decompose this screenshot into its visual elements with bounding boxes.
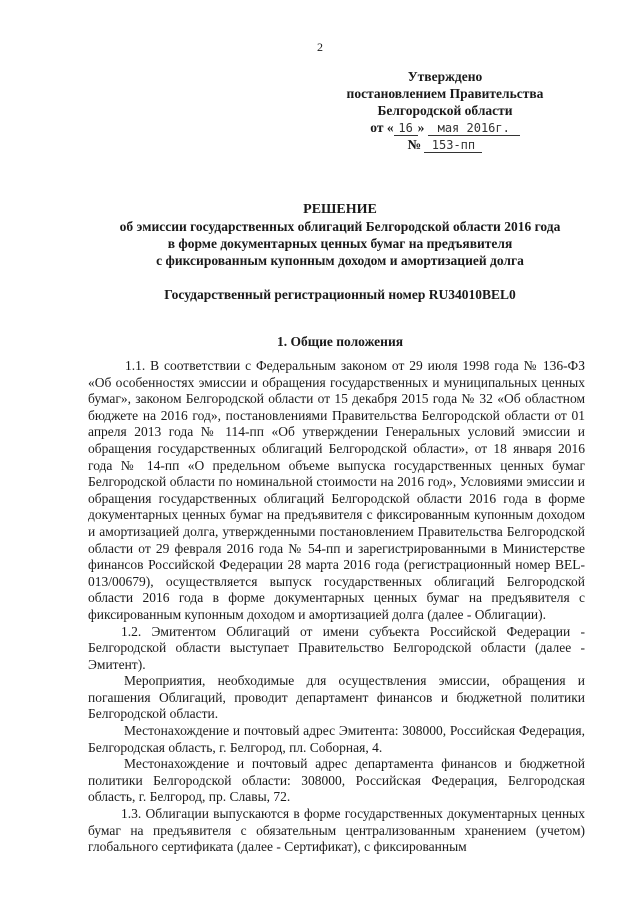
paragraph-activities: Мероприятия, необходимые для осуществления эмиссии, обращения и погашения Облигаций, проводит департамент финансов и бюджетной политики Белгородской области. xyxy=(88,673,585,722)
approval-number-value: 153-пп xyxy=(424,139,482,153)
approval-line-3: Белгородской области xyxy=(377,103,513,118)
subtitle-line-2: в форме документарных ценных бумаг на предъявителя xyxy=(167,236,513,251)
paragraph-department-address: Местонахождение и почтовый адрес департамента финансов и бюджетной политики Белгородской области: 308000, Российская Федерация, Белгородская область, г. Белгород, пр. Славы, 72. xyxy=(88,756,585,805)
body-text xyxy=(88,358,585,856)
subtitle-line-3: с фиксированным купонным доходом и амортизацией долга xyxy=(156,253,524,268)
registration-number: Государственный регистрационный номер RU34010BEL0 xyxy=(164,287,516,302)
approval-number xyxy=(340,136,550,153)
paragraph-1-2: 1.2. Эмитентом Облигаций от имени субъекта Российской Федерации - Белгородской области выступает Правительство Белгородской области (далее - Эмитент). xyxy=(88,623,585,672)
approval-line-1: Утверждено xyxy=(407,69,483,84)
approval-month-year: мая 2016г. xyxy=(428,122,520,136)
approval-stamp xyxy=(340,68,550,153)
approval-date-prefix: от « xyxy=(370,120,394,135)
approval-date-mid: » xyxy=(417,120,425,135)
approval-day: 16 xyxy=(394,122,418,136)
approval-line-2: постановлением Правительства xyxy=(346,86,544,101)
section-title: 1. Общие положения xyxy=(276,334,404,349)
paragraph-1-1: 1.1. В соответствии с Федеральным законом от 29 июля 1998 года № 136-ФЗ «Об особенностях эмиссии и обращения государственных и муниципальных ценных бумаг», законом Белгородской области от 15 декабря 2015 года № 32 «Об областном бюджете на 2016 год», постановлениями Правительства Белгородской области от 01 апреля 2013 года № 114-пп «Об утверждении Генеральных условий эмиссии и обращения государственных облигаций Белгородской области», от 18 января 2016 года № 14-пп «О предельном объеме выпуска государственных ценных бумаг Белгородской области по номинальной стоимости на 2016 год», Условиями эмиссии и обращения государственных облигаций Белгородской области 2016 года в форме документарных ценных бумаг на предъявителя с фиксированным купонным доходом и амортизацией долга, утвержденными постановлением Правительства Белгородской области от 29 февраля 2016 года № 54-пп и зарегистрированными в Министерстве финансов Российской Федерации 28 марта 2016 года (регистрационный номер BEL-013/00679), осуществляется выпуск государственных облигаций Белгородской области 2016 года в форме документарных ценных бумаг на предъявителя с фиксированным купонным доходом и амортизацией долга (далее - Облигации). xyxy=(88,358,585,622)
page-number: 2 xyxy=(317,40,323,54)
subtitle-line-1: об эмиссии государственных облигаций Белгородской области 2016 года xyxy=(119,219,561,234)
approval-number-prefix: № xyxy=(407,137,422,152)
document-title: РЕШЕНИЕ xyxy=(303,202,377,217)
approval-date xyxy=(340,119,550,136)
paragraph-1-3: 1.3. Облигации выпускаются в форме государственных документарных ценных бумаг на предъявителя с обязательным централизованным хранением (учетом) глобального сертификата (далее - Сертификат), с фиксированным xyxy=(88,806,585,855)
document-subtitle xyxy=(80,218,600,269)
paragraph-issuer-address: Местонахождение и почтовый адрес Эмитента: 308000, Российская Федерация, Белгородская область, г. Белгород, пл. Соборная, 4. xyxy=(88,723,585,755)
